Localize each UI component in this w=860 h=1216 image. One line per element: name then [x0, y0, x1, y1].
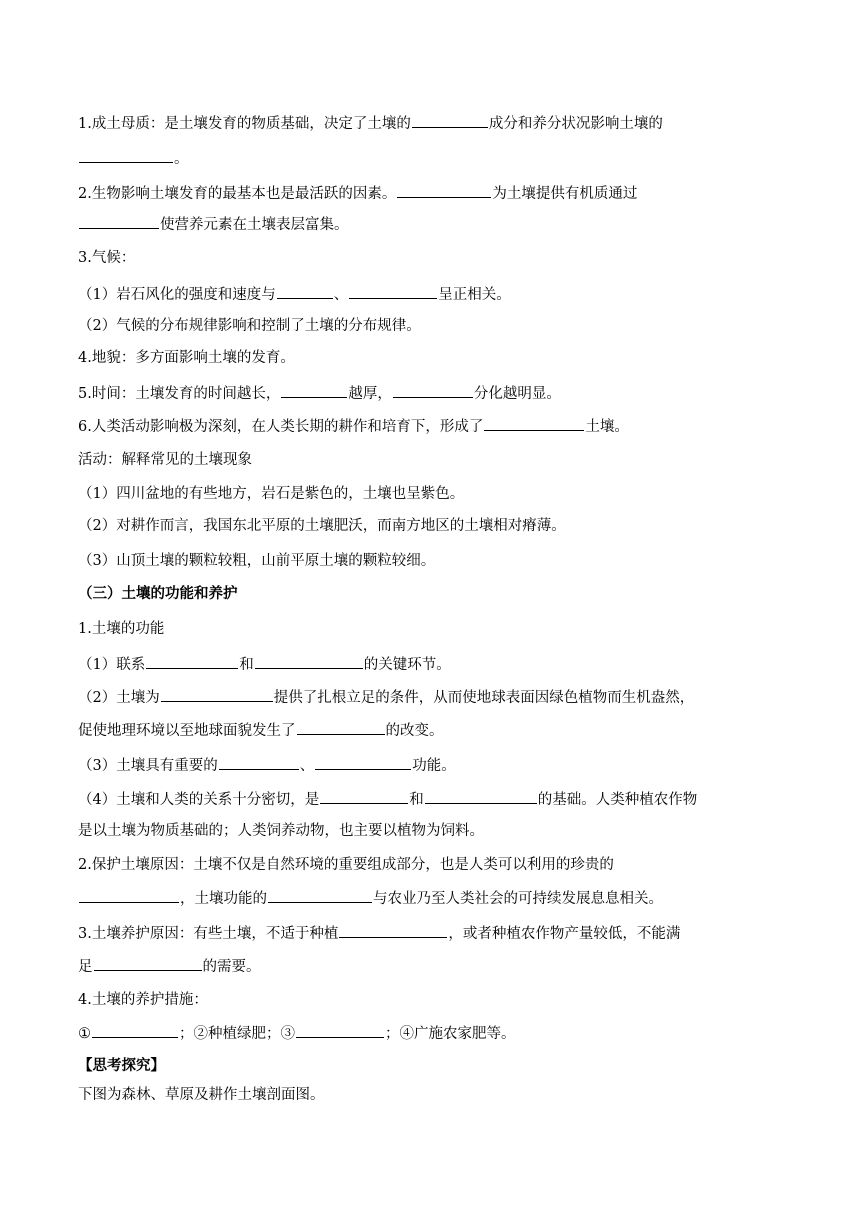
- maintain-reason-line-2: [78, 955, 798, 977]
- answer-blank[interactable]: [277, 283, 333, 299]
- text: （4）土壤和人类的关系十分密切，是: [78, 792, 320, 808]
- text: 提供了扎根立足的条件，从而使地球表面因绿色植物而生机盎然，: [273, 690, 695, 706]
- item-2-line: [78, 182, 798, 204]
- maintain-reason: [78, 922, 798, 944]
- text: ；②种植绿肥；③: [179, 1026, 295, 1042]
- protect-reason: 2.保护土壤原因：土壤不仅是自然环境的重要组成部分，也是人类可以利用的珍贵的: [78, 857, 614, 873]
- text: 、: [299, 758, 315, 774]
- text: 和: [409, 792, 424, 808]
- activity-2: （2）对耕作而言，我国东北平原的土壤肥沃，而南方地区的土壤相对瘠薄。: [78, 518, 566, 534]
- answer-blank[interactable]: [297, 719, 385, 735]
- item-2-line-2: [78, 213, 798, 235]
- text: 。: [174, 151, 189, 167]
- answer-blank[interactable]: [146, 653, 238, 669]
- text: 的需要。: [202, 959, 261, 975]
- answer-blank[interactable]: [92, 1022, 178, 1038]
- activity-3: （3）山顶土壤的颗粒较粗，山前平原土壤的颗粒较细。: [78, 553, 436, 569]
- answer-blank[interactable]: [161, 686, 273, 702]
- answer-blank[interactable]: [484, 415, 584, 431]
- item-1-line-2: [78, 147, 798, 169]
- function-4-line-2: 是以土壤为物质基础的；人类饲养动物，也主要以植物为饲料。: [78, 823, 484, 839]
- text: ①: [78, 1026, 91, 1042]
- function-3: [78, 754, 798, 776]
- text: 6.人类活动影响极为深刻，在人类长期的耕作和培育下，形成了: [78, 419, 484, 435]
- text: 越厚，: [348, 386, 392, 402]
- figure-caption: 下图为森林、草原及耕作土壤剖面图。: [78, 1087, 325, 1103]
- text: 3.土壤养护原因：有些土壤，不适于种植: [78, 926, 339, 942]
- text: 使营养元素在土壤表层富集。: [160, 217, 349, 233]
- function-2: [78, 686, 798, 708]
- text: 1.成土母质：是土壤发育的物质基础，决定了土壤的: [78, 116, 411, 132]
- text: 促使地理环境以至地球面貌发生了: [78, 723, 296, 739]
- text: 与农业乃至人类社会的可持续发展息息相关。: [373, 891, 663, 907]
- function-heading: 1.土壤的功能: [78, 621, 165, 637]
- maintain-measures: [78, 1022, 798, 1044]
- answer-blank[interactable]: [296, 1022, 384, 1038]
- answer-blank[interactable]: [268, 887, 372, 903]
- text: 为土壤提供有机质通过: [492, 186, 638, 202]
- answer-blank[interactable]: [315, 754, 411, 770]
- text: ，土壤功能的: [180, 891, 267, 907]
- function-2-line-2: [78, 719, 798, 741]
- answer-blank[interactable]: [393, 382, 473, 398]
- protect-reason-line-2: [78, 887, 798, 909]
- section-heading: （三）土壤的功能和养护: [78, 585, 238, 602]
- item-6: [78, 415, 798, 437]
- answer-blank[interactable]: [412, 112, 488, 128]
- answer-blank[interactable]: [79, 147, 173, 163]
- text: ；④广施农家肥等。: [385, 1026, 516, 1042]
- text: ，或者种植农作物产量较低，不能满: [448, 926, 681, 942]
- function-1: [78, 653, 798, 675]
- text: 的关键环节。: [363, 657, 451, 673]
- text: （2）土壤为: [78, 690, 160, 706]
- text: 、: [333, 287, 349, 303]
- text: （1）岩石风化的强度和速度与: [78, 287, 276, 303]
- function-4: [78, 788, 798, 810]
- text: 足: [78, 959, 93, 975]
- text: 土壤。: [585, 419, 629, 435]
- text: 5.时间：土壤发育的时间越长，: [78, 386, 281, 402]
- answer-blank[interactable]: [281, 382, 347, 398]
- text: 的改变。: [385, 723, 444, 739]
- text: 分化越明显。: [473, 386, 561, 402]
- text: 功能。: [412, 758, 456, 774]
- item-3-1: [78, 283, 798, 305]
- text: 成分和养分状况影响土壤的: [488, 116, 663, 132]
- maintain-measures-heading: 4.土壤的养护措施：: [78, 992, 208, 1008]
- answer-blank[interactable]: [255, 653, 363, 669]
- answer-blank[interactable]: [79, 213, 159, 229]
- answer-blank[interactable]: [425, 788, 537, 804]
- text: 的基础。人类种植农作物: [537, 792, 698, 808]
- answer-blank[interactable]: [349, 283, 437, 299]
- text: （3）土壤具有重要的: [78, 758, 218, 774]
- item-5: [78, 382, 798, 404]
- item-3-2: （2）气候的分布规律影响和控制了土壤的分布规律。: [78, 318, 421, 334]
- item-1-line: [78, 112, 798, 134]
- activity-1: （1）四川盆地的有些地方，岩石是紫色的，土壤也呈紫色。: [78, 486, 465, 502]
- item-3-heading: 3.气候：: [78, 250, 136, 266]
- text: （1）联系: [78, 657, 146, 673]
- answer-blank[interactable]: [320, 788, 408, 804]
- item-4: 4.地貌：多方面影响土壤的发育。: [78, 350, 295, 366]
- answer-blank[interactable]: [339, 922, 447, 938]
- answer-blank[interactable]: [79, 887, 179, 903]
- text: 和: [239, 657, 254, 673]
- answer-blank[interactable]: [219, 754, 299, 770]
- answer-blank[interactable]: [94, 955, 202, 971]
- text: 2.生物影响土壤发育的最基本也是最活跃的因素。: [78, 186, 397, 202]
- text: 呈正相关。: [438, 287, 511, 303]
- activity-heading: 活动：解释常见的土壤现象: [78, 452, 252, 468]
- answer-blank[interactable]: [397, 182, 491, 198]
- think-explore-heading: 【思考探究】: [78, 1057, 165, 1074]
